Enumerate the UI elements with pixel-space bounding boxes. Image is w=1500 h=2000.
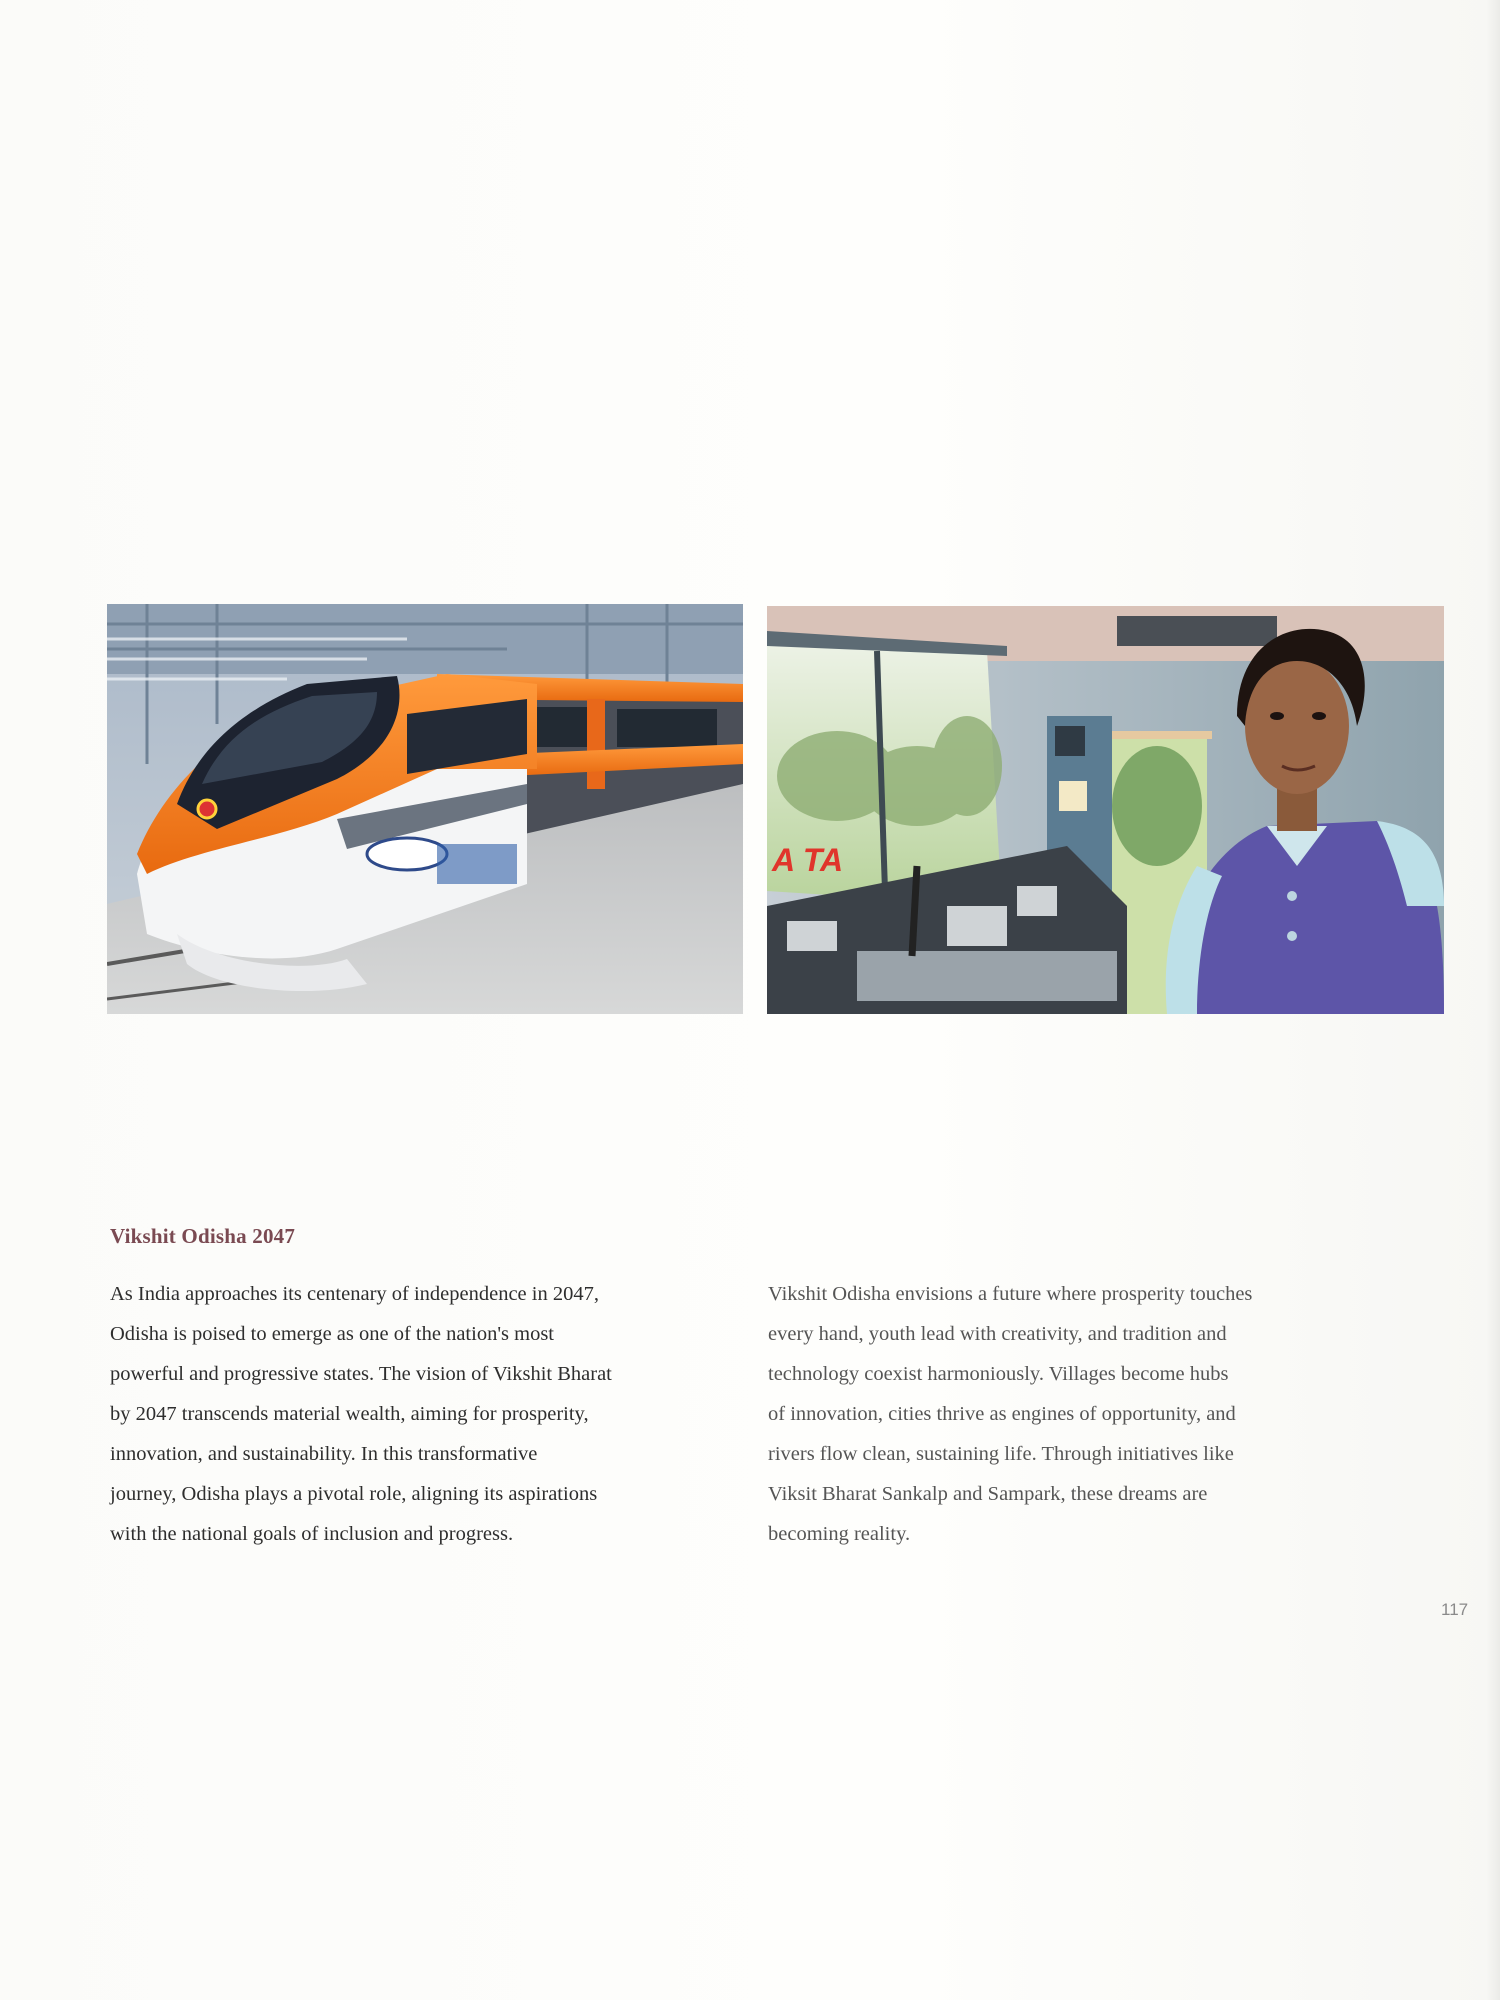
- body-line: every hand, youth lead with creativity, and tradition and: [768, 1323, 1227, 1345]
- page-number: 117: [1441, 1600, 1469, 1619]
- body-line: innovation, and sustainability. In this transformative: [110, 1443, 538, 1465]
- train-photo: [107, 604, 743, 1014]
- body-line: rivers flow clean, sustaining life. Through initiatives like: [768, 1443, 1234, 1465]
- page-edge-shadow: [1486, 0, 1500, 2000]
- left-body-column: [110, 1274, 740, 1554]
- right-body-column: [768, 1274, 1398, 1554]
- section-heading: Vikshit Odisha 2047: [110, 1224, 296, 1248]
- body-line: journey, Odisha plays a pivotal role, aligning its aspirations: [110, 1483, 598, 1505]
- svg-text:A TA: A TA: [772, 842, 844, 878]
- loco-pilot-photo: [767, 606, 1444, 1014]
- body-line: with the national goals of inclusion and progress.: [110, 1523, 514, 1545]
- body-line: Odisha is poised to emerge as one of the nation's most: [110, 1323, 554, 1345]
- body-line: becoming reality.: [768, 1523, 911, 1545]
- body-line: technology coexist harmoniously. Villages become hubs: [768, 1363, 1229, 1385]
- body-line: powerful and progressive states. The vision of Vikshit Bharat: [110, 1363, 612, 1385]
- body-line: Vikshit Odisha envisions a future where prosperity touches: [768, 1283, 1253, 1305]
- body-line: As India approaches its centenary of independence in 2047,: [110, 1283, 599, 1305]
- body-line: of innovation, cities thrive as engines of opportunity, and: [768, 1403, 1236, 1425]
- body-line: Viksit Bharat Sankalp and Sampark, these dreams are: [768, 1483, 1208, 1505]
- body-line: by 2047 transcends material wealth, aiming for prosperity,: [110, 1403, 589, 1425]
